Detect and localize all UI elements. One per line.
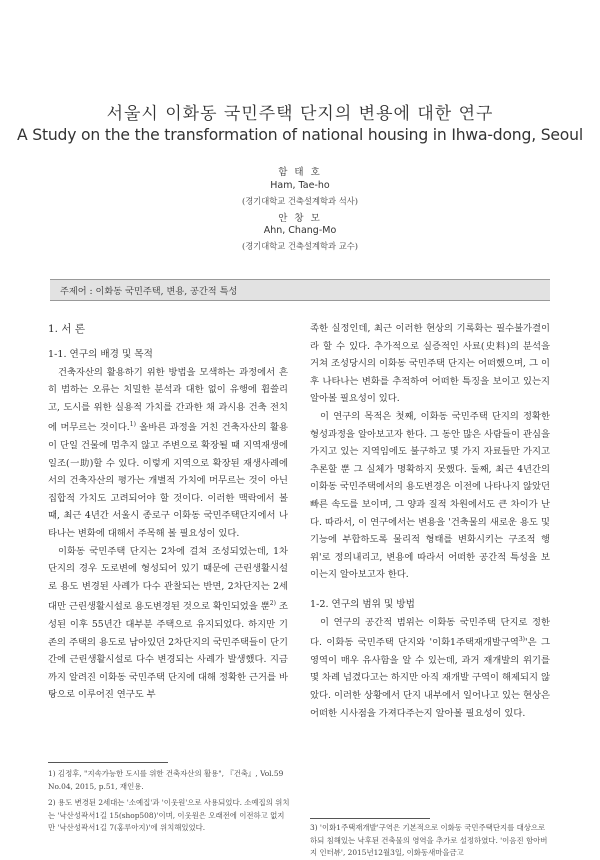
author-2-affiliation: (경기대학교 건축설계학과 교수)	[242, 241, 358, 251]
footnote-ref-3: 3)	[518, 636, 526, 644]
footnote-rule-left	[48, 762, 168, 763]
footnote-ref-1: 1)	[129, 421, 136, 429]
footnote-3: 3) '이화1주택재개발'구역은 기본적으로 이화동 국민주택단지를 대상으로 하되 침해있는 낙후된 건축물의 영역을 추가로 설정하였다. '이음진 함아버지 인터뷰', 2015년12월3일, 이화동새마을금고	[310, 823, 548, 857]
left-paragraph-2	[48, 543, 288, 704]
author-1-name-korean: 함 태 호	[278, 167, 322, 178]
keywords: 주제어 : 이화동 국민주택, 변용, 공간적 특성	[60, 286, 238, 297]
subsection-1-1-heading: 1-1. 연구의 배경 및 목적	[48, 349, 153, 360]
author-2-name-english: Ahn, Chang-Mo	[263, 225, 337, 236]
title-korean: 서울시 이화동 국민주택 단지의 변용에 대한 연구	[106, 104, 494, 124]
left-paragraph-1	[48, 364, 288, 543]
right-column	[310, 320, 550, 722]
footnote-ref-2: 2)	[269, 600, 276, 608]
left-paragraph-1-text-b: 올바른 과정을 거친 건축자산의 활용이 단일 건물에 멈추지 않고 주변으로 확장될 때 지역재생에 일조(一助)할 수 있다. 이렇게 지역으로 확장된 재생사례에서의 건축자산의 평가는 개별적 가치에 머무르는 것이 아닌 집합적 가치도 고려되어야 할 것이다. 이러한 맥락에서 볼 때, 최근 4년간 서울시 종로구 이화동 국민주택단지에서 나타나는 변화에 대해서 주목해 볼 필요성이 있다.	[48, 422, 288, 540]
right-paragraph-1: 족한 실정인데, 최근 이러한 현상의 기록화는 필수불가결이라 할 수 있다. 추가적으로 실증적인 사료(史料)의 분석을 거쳐 조성당시의 이화동 국민주택 단지는 어떠했으며, 그 이후 나타나는 변화를 추적하여 어떠한 특징을 보이고 있는지 알아볼 필요성이 있다.	[310, 323, 550, 405]
left-paragraph-2-text-a: 이화동 국민주택 단지는 2차에 걸쳐 조성되었는데, 1차단지의 경우 도로변에 형성되어 있기 때문에 근린생활시설로 용도 변경된 사례가 다수 관찰되는 반면, 2차단지는 2세대만 근린생활시설로 용도변경된 것으로 확인되었을 뿐	[48, 545, 288, 613]
section-1-heading: 1. 서 론	[48, 323, 85, 335]
author-1-affiliation: (경기대학교 건축설계학과 석사)	[242, 196, 358, 206]
subsection-1-2-heading: 1-2. 연구의 범위 및 방법	[310, 598, 415, 610]
title-english: A Study on the the transformation of national housing in Ihwa-dong, Seoul	[17, 126, 583, 144]
author-1-name-english: Ham, Tae-ho	[270, 180, 330, 191]
author-2-name-korean: 안 창 모	[278, 213, 322, 224]
right-paragraph-3	[310, 614, 550, 723]
left-column	[48, 320, 288, 704]
left-paragraph-1-text-a: 건축자산의 활용하기 위한 방법을 모색하는 과정에서 흔히 범하는 오류는 치밀한 분석과 대한 없이 유행에 휩쓸리고, 도시를 위한 실용적 가치를 간과한 채 과시용 건축 전치에 머무르는 것이다.	[48, 366, 288, 434]
footnotes-left	[48, 768, 290, 835]
footnote-1: 1) 김정후, "지속가능한 도시를 위한 건축자산의 활용", 『건축』, Vol.59 No.04, 2015, p.51, 재인용.	[48, 769, 284, 791]
right-paragraph-3-text-b: '은 그 영역이 매우 유사함을 알 수 있는데, 과거 재개발의 위기를 몇 차례 넘겼다고는 하지만 아직 재개발 구역이 해제되지 않았다. 이러한 상황에서 단지 내부에서 일어나고 있는 현상은 어떠한 시사점을 가져다주는지 알아볼 필요성이 있다.	[310, 637, 550, 719]
footnotes-right	[310, 822, 550, 860]
footnote-rule-right	[310, 818, 430, 819]
left-paragraph-2-text-b: 조성된 이후 55년간 대부분 주택으로 유지되었다. 하지만 기존의 주택의 용도로 남아있던 2차단지의 국민주택들이 단기간에 근린생활시설로 다수 변경되는 사례가 발생했다. 지금까지 알려진 이화동 국민주택 단지에 대해 정확한 근거를 바탕으로 이루어진 연구도 부	[48, 601, 288, 701]
right-paragraph-2: 이 연구의 목적은 첫째, 이화동 국민주택 단지의 정확한 형성과정을 알아보고자 한다. 그 동안 많은 사람들이 관심을 가지고 있는 지역임에도 불구하고 몇 가지 자료들만 가지고 추론할 뿐 그 실체가 명확하지 못했다. 둘째, 최근 4년간의 이화동 국민주택에서의 용도변경은 이전에 나타나지 않았던 빠른 속도를 보이며, 그 양과 질적 차원에서도 큰 차이가 난다. 따라서, 이 연구에서는 변용을 '건축물의 새로운 용도 및 기능에 부합하도록 물리적 형태를 변화시키는 구조적 행위'로 정의내리고, 변용에 따라서 어떠한 공간적 특성을 보이는지 알아보고자 한다.	[310, 410, 550, 581]
right-paragraph-3-text-a: 이 연구의 공간적 범위는 이화동 국민주택 단지로 정한다. 이화동 국민주택 단지와 '이화1주택재개발구역	[310, 616, 550, 649]
footnote-2: 2) 용도 변경된 2세대는 '소예집'과 '이웃원'으로 사용되었다. 소예집의 위치는 '낙산성곽서1길 15(shop508)'이며, 이웃원은 오래전에 이전하고 없지만 '낙산성곽서1길 7(홍루아지)'에 위치해있었다.	[48, 798, 290, 832]
